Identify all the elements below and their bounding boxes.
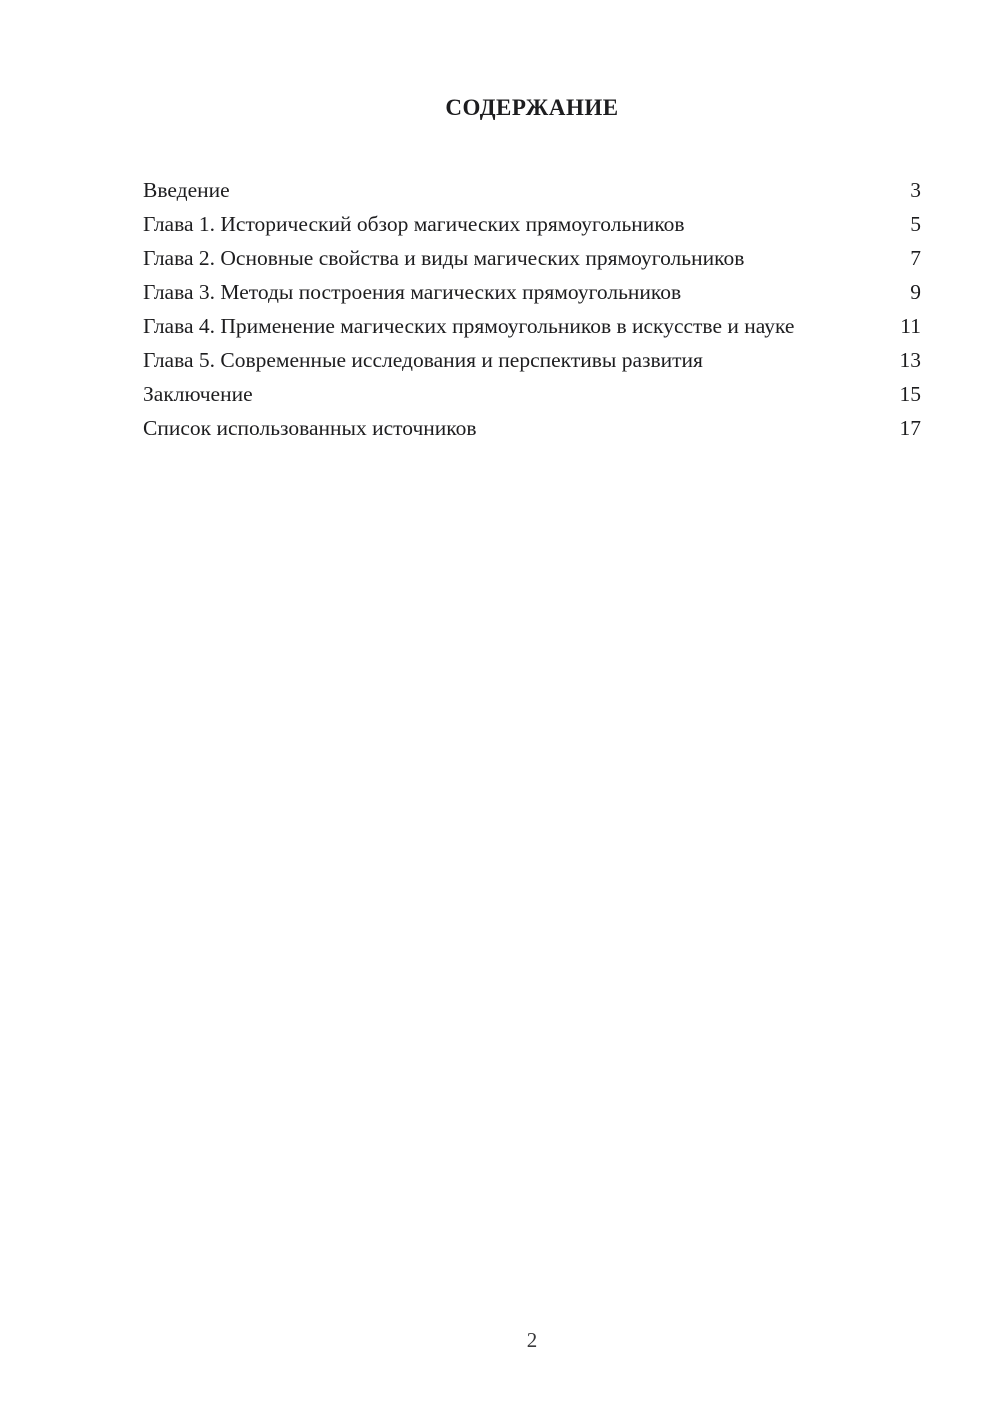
toc-entry-page: 13	[899, 348, 921, 372]
toc-entry	[143, 275, 921, 309]
toc-entry-label: Глава 4. Применение магических прямоугольников в искусстве и науке	[143, 314, 795, 338]
toc-entry-label: Глава 2. Основные свойства и виды магических прямоугольников	[143, 246, 745, 270]
toc-entry	[143, 173, 921, 207]
toc-entry-label: Глава 1. Исторический обзор магических прямоугольников	[143, 212, 685, 236]
toc-list	[143, 173, 921, 445]
toc-entry-label: Заключение	[143, 382, 253, 406]
toc-entry	[143, 377, 921, 411]
toc-entry-page: 3	[910, 178, 921, 202]
toc-title: СОДЕРЖАНИЕ	[445, 95, 619, 120]
toc-entry	[143, 241, 921, 275]
footer-page-number: 2	[526, 1328, 538, 1352]
toc-entry-page: 9	[910, 280, 921, 304]
toc-entry-page: 7	[910, 246, 921, 270]
toc-entry-label: Введение	[143, 178, 230, 202]
toc-entry-label: Глава 3. Методы построения магических прямоугольников	[143, 280, 682, 304]
toc-entry	[143, 343, 921, 377]
toc-entry-page: 17	[899, 416, 921, 440]
toc-entry-page: 11	[900, 314, 921, 338]
toc-entry	[143, 207, 921, 241]
toc-entry	[143, 309, 921, 343]
toc-entry-page: 5	[910, 212, 921, 236]
toc-entry-page: 15	[899, 382, 921, 406]
toc-entry	[143, 411, 921, 445]
toc-entry-label: Глава 5. Современные исследования и перспективы развития	[143, 348, 703, 372]
page-content	[143, 95, 921, 445]
toc-entry-label: Список использованных источников	[143, 416, 477, 440]
